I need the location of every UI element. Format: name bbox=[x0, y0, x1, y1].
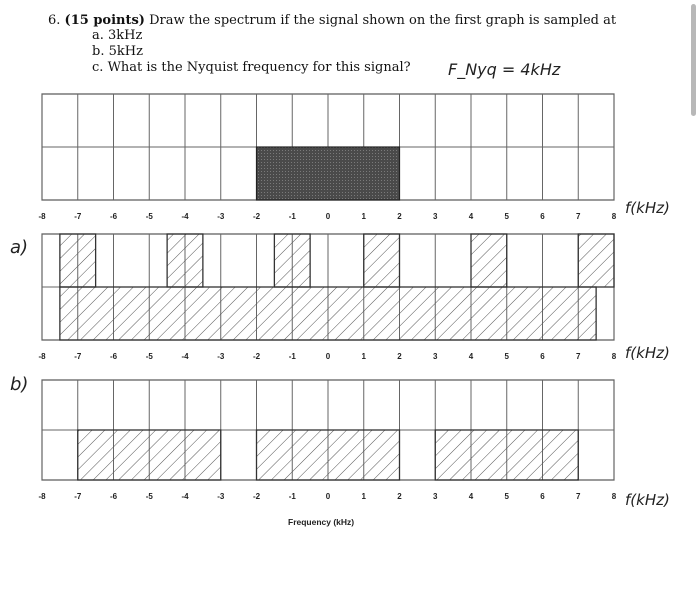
tick-label: 1 bbox=[361, 212, 366, 221]
tick-label: -4 bbox=[181, 352, 189, 361]
tick-label: 5 bbox=[504, 352, 509, 361]
tick-label: -5 bbox=[145, 492, 153, 501]
question-points: (15 points) bbox=[64, 13, 145, 28]
tick-label: 5 bbox=[504, 212, 509, 221]
tick-label: -7 bbox=[74, 352, 82, 361]
tick-label: 7 bbox=[576, 212, 581, 221]
part-b-label: b) bbox=[10, 374, 29, 395]
replica-block bbox=[78, 430, 221, 480]
nyquist-answer: F_Nyq = 4kHz bbox=[448, 60, 561, 79]
tick-label: 4 bbox=[468, 352, 474, 361]
tick-row-2 bbox=[0, 352, 700, 366]
replica-block bbox=[364, 234, 400, 287]
spectrum-block bbox=[257, 147, 400, 200]
tick-label: 0 bbox=[325, 212, 331, 221]
tick-label: -1 bbox=[288, 212, 296, 221]
tick-label: 6 bbox=[540, 352, 545, 361]
replica-block bbox=[435, 430, 578, 480]
item-text: What is the Nyquist frequency for this signal? bbox=[107, 60, 411, 75]
tick-label: -2 bbox=[252, 212, 261, 221]
x-axis-label: Frequency (kHz) bbox=[288, 517, 355, 527]
tick-label: -8 bbox=[38, 352, 46, 361]
tick-label: -5 bbox=[145, 212, 153, 221]
tick-label: 0 bbox=[325, 352, 331, 361]
tick-label: 4 bbox=[468, 492, 474, 501]
tick-label: -6 bbox=[109, 212, 118, 221]
item-letter: a. bbox=[92, 28, 104, 43]
tick-label: 2 bbox=[397, 492, 402, 501]
tick-label: 6 bbox=[540, 492, 545, 501]
tick-label: -3 bbox=[217, 492, 225, 501]
tick-label: -6 bbox=[109, 352, 118, 361]
unit-label-3: f(kHz) bbox=[625, 491, 670, 509]
tick-label: -2 bbox=[252, 492, 261, 501]
tick-label: 8 bbox=[611, 352, 617, 361]
tick-label: 7 bbox=[576, 492, 581, 501]
question-prompt: Draw the spectrum if the signal shown on the first graph is sampled at bbox=[149, 13, 617, 28]
tick-label: -1 bbox=[288, 492, 296, 501]
tick-label: -7 bbox=[74, 212, 82, 221]
tick-row-3 bbox=[0, 492, 700, 506]
item-letter: c. bbox=[92, 60, 104, 75]
tick-label: 1 bbox=[361, 352, 366, 361]
replica-block bbox=[167, 234, 203, 287]
tick-label: 3 bbox=[433, 212, 438, 221]
replica-block bbox=[471, 234, 507, 287]
tick-label: 5 bbox=[504, 492, 509, 501]
replica-block bbox=[578, 234, 614, 287]
tick-label: -2 bbox=[252, 352, 261, 361]
tick-label: -3 bbox=[217, 212, 225, 221]
tick-label: -4 bbox=[181, 212, 189, 221]
tick-label: 3 bbox=[433, 492, 438, 501]
tick-label: 6 bbox=[540, 212, 545, 221]
tick-label: -5 bbox=[145, 352, 153, 361]
unit-label-2: f(kHz) bbox=[625, 344, 670, 362]
tick-label: 3 bbox=[433, 352, 438, 361]
tick-label: 2 bbox=[397, 212, 402, 221]
tick-label: -8 bbox=[38, 212, 46, 221]
item-text: 5kHz bbox=[108, 44, 143, 59]
tick-label: -1 bbox=[288, 352, 296, 361]
question-number: 6. bbox=[48, 13, 61, 28]
tick-label: 0 bbox=[325, 492, 331, 501]
tick-label: -8 bbox=[38, 492, 46, 501]
tick-label: 7 bbox=[576, 352, 581, 361]
item-letter: b. bbox=[92, 44, 105, 59]
item-text: 3kHz bbox=[108, 28, 143, 43]
tick-label: 4 bbox=[468, 212, 474, 221]
tick-label: 8 bbox=[611, 492, 617, 501]
tick-label: 1 bbox=[361, 492, 366, 501]
replica-block bbox=[274, 234, 310, 287]
replica-block bbox=[60, 234, 96, 287]
part-a-label: a) bbox=[10, 237, 29, 258]
tick-row-1 bbox=[0, 212, 700, 226]
tick-label: -6 bbox=[109, 492, 118, 501]
tick-label: 2 bbox=[397, 352, 402, 361]
aliased-band bbox=[60, 287, 596, 340]
tick-label: -3 bbox=[217, 352, 225, 361]
tick-label: -7 bbox=[74, 492, 82, 501]
replica-block bbox=[257, 430, 400, 480]
unit-label-1: f(kHz) bbox=[625, 199, 670, 217]
tick-label: 8 bbox=[611, 212, 617, 221]
tick-label: -4 bbox=[181, 492, 189, 501]
